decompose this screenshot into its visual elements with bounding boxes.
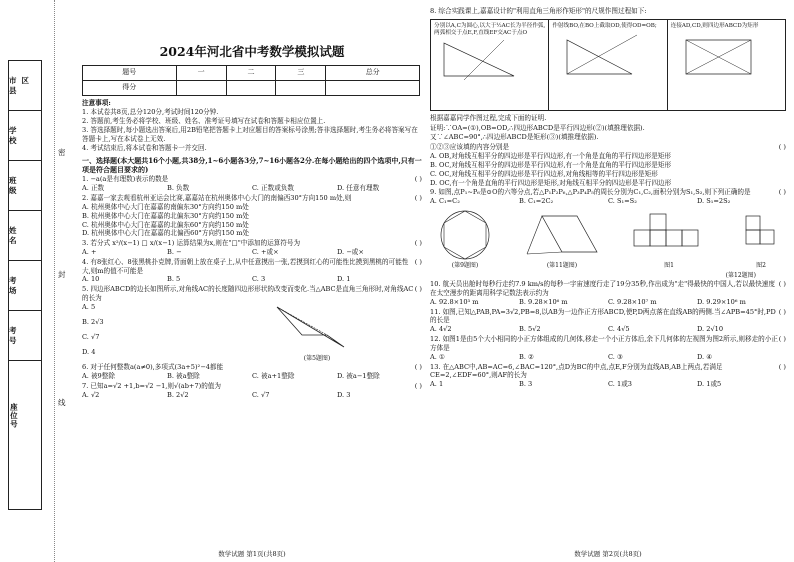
option: C. 1或3 [608,380,632,389]
figure-q11 [522,208,602,270]
options [430,152,786,187]
option: C. 4√5 [608,325,630,334]
figure-caption: (第9题图) [451,262,479,270]
option: D. ④ [697,352,713,361]
answer-bracket: ( ) [778,335,786,344]
student-info-box [8,60,42,510]
option: B. 2√3 [82,317,104,326]
figure-q5 [272,303,362,363]
option: B. 3 [519,380,533,389]
field-school: 学 校 [9,111,41,161]
field-exam-room: 考 场 [9,261,41,311]
question-4 [82,258,422,276]
score-cell[interactable] [326,80,420,95]
figure-caption: 图2 [756,262,766,270]
option: D. 4 [82,347,96,356]
option: C. ③ [608,352,623,361]
option: B. 负数 [167,184,190,193]
option: B. ② [519,352,534,361]
option: C. √7 [82,332,100,341]
option: C. 被a+1整除 [252,372,295,381]
answer-bracket: ( ) [414,239,422,248]
answer-bracket: ( ) [414,194,422,203]
figure-caption: (第5题图) [303,354,331,362]
field-seat-number: 座位号 [9,403,19,429]
option: C. √7 [252,390,270,399]
score-header-cell: 题号 [83,65,177,80]
answer-bracket: ( ) [778,307,786,316]
option: D. −或× [337,248,364,256]
answer-bracket: ( ) [414,175,422,184]
left-view-figure [736,208,786,262]
option: D. 杭州奥体中心大门在嘉嘉的北偏西60°方向约150 m处 [82,229,250,238]
option: A. 4√2 [430,325,452,334]
question-7 [82,382,422,391]
circle-hexagon-figure [430,208,500,262]
options [82,203,422,238]
score-header-cell: 三 [276,65,326,80]
score-header-cell: 一 [176,65,226,80]
question-9 [430,188,786,197]
page-footer: 数学试题 第1页(共8页) [218,549,286,558]
option: D. 2√10 [697,325,724,334]
options [82,184,422,193]
option: D. 1或5 [697,380,722,389]
step-diagram [434,38,534,83]
options [430,325,786,334]
construction-steps-figure [430,19,786,111]
option: B. OC,对角线互相平分的四边形是平行四边形,有一个角是直角的平行四边形是矩形 [430,160,672,169]
seal-line [54,0,55,562]
option: C. 9.28×10⁷ m [608,297,657,306]
score-cell[interactable] [226,80,276,95]
question-12 [430,335,786,353]
binding-sidebar [0,0,68,562]
option: C. 正数或负数 [252,184,294,193]
question-stem: 12. 如图1是由5个大小相同的小正方体组成的几何体,移走一个小正方体后,余下几何体的左视图为图2所示,则移走的小正方体是 [430,335,778,352]
figure-caption: 图1 [664,262,674,270]
figure-q9 [430,208,500,270]
option: A. 正数 [82,184,105,193]
option: A. 5 [82,302,96,311]
step-diagram [552,30,652,82]
seal-mark-xian: 线 [58,398,66,407]
answer-bracket: ( ) [414,382,422,391]
option: C. S₁=S₂ [608,197,637,206]
field-district: 市区县 [9,61,41,111]
options [82,372,422,381]
options [82,248,422,257]
question-8: 8. 综合实践课上,嘉嘉设计的"利用直角三角形作矩形"的尺规作图过程如下: [430,7,647,15]
answer-bracket: ( ) [778,143,786,152]
notice-head: 注意事项: [82,98,111,107]
proof-line: 证明:∵OA=(①),OB=OD,∴四边形ABCD是平行四边形(②)(填推理依据). [430,123,645,132]
options [430,353,786,362]
answer-bracket: ( ) [414,285,422,294]
notice-item: 2. 答题前,考生务必将学校、班级、姓名、准考证号填写在试卷和答题卡相应位置上. [82,116,326,125]
option: B. 被a整除 [167,372,200,381]
page-footer: 数学试题 第2页(共8页) [574,549,642,558]
question-11 [430,308,786,326]
option: D. 1 [337,275,351,284]
exam-title: 2024年河北省中考数学模拟试题 [159,44,345,59]
option: A. √2 [82,390,100,399]
question-stem: 7. 已知a=√2 +1,b=√2 −1,则√(ab+7)的值为 [82,382,221,391]
option: D. 任意有理数 [337,184,380,193]
option: B. 9.28×10⁶ m [519,297,568,306]
option: A. OB,对角线互相平分的四边形是平行四边形,有一个角是直角的平行四边形是矩形 [430,152,671,161]
question-stem: 6. 对于任何整数a(a≠0),多项式(3a+5)²−4都能 [82,363,224,372]
option: C. 3 [252,275,266,284]
field-class: 班 级 [9,161,41,211]
score-header-cell: 二 [226,65,276,80]
question-1 [82,175,422,184]
options [82,303,232,363]
question-2 [82,194,422,203]
exam-notice [82,99,422,154]
option: A. ① [430,352,445,361]
cubes-figure [624,208,714,262]
option: C. 杭州奥体中心大门在嘉嘉的北偏东60°方向约150 m处 [82,220,249,229]
option: B. 5√2 [519,325,541,334]
question-stem: 1. −a(a是有理数)表示的数是 [82,175,169,184]
figure-row [430,208,786,270]
construction-step-3 [668,20,785,110]
option: B. 5 [167,275,181,284]
answer-bracket: ( ) [778,280,786,289]
seal-mark-feng: 封 [58,270,66,279]
step-text: 分别以A,C为圆心,以大于½AC长为半径作弧,两弧相交于点E,F,直线EF交AC于点O [434,22,546,37]
proof-line [430,143,786,152]
question-stem: 2. 嘉嘉一家去观看杭州亚运会比赛,嘉嘉站在杭州奥体中心大门的南偏西30°方向150 m处,则 [82,194,352,203]
option: A. 10 [82,275,100,284]
option: D. 被a−1整除 [337,372,380,381]
figure-q12-1 [624,208,714,270]
question-8-text: 根据嘉嘉同学作图过程,完成下面的证明. [430,113,547,122]
option: B. C₁=2C₂ [519,197,554,206]
figure-caption: (第11题图) [546,262,578,270]
step-diagram [671,30,771,82]
option: B. 杭州奥体中心大门在嘉嘉的北偏东30°方向约150 m处 [82,211,249,220]
option: D. 9.29×10⁶ m [697,297,746,306]
field-name: 姓 名 [9,211,41,261]
option: C. +或× [252,248,279,256]
construction-step-1 [431,20,549,110]
score-cell[interactable] [276,80,326,95]
option: A. C₁=C₂ [430,197,460,206]
figure-q12-2 [736,208,786,270]
question-3 [82,239,422,248]
answer-bracket: ( ) [778,188,786,197]
score-cell[interactable] [176,80,226,95]
notice-item: 3. 答选择题时,每小题选出答案后,用2B铅笔把答题卡上对应题目的答案标号涂黑;答非选择题时,考生务必将答案写在答题卡上,写在本试卷上无效. [82,125,418,143]
question-5 [82,285,422,303]
construction-step-2 [549,20,667,110]
section-heading: 一、选择题(本大题共16个小题,共38分,1~6小题各3分,7~16小题各2分.在每小题给出的四个选项中,只有一项是符合题目要求的) [82,156,422,175]
notice-item: 1. 本试卷共8页,总分120分,考试时间120分钟. [82,107,219,116]
proof-line: 又∵∠ABC=90°,∴四边形ABCD是矩形(③)(填推理依据). [430,133,599,142]
square-figure [522,208,602,262]
answer-bracket: ( ) [778,362,786,371]
question-stem: 5. 四边形ABCD的边长如图所示,对角线AC的长度随四边形形状的改变而变化.当△ABC是直角三角形时,对角线AC的长为 [82,285,414,303]
option: A. 92.8×10³ m [430,297,479,306]
options [82,391,422,400]
option: A. + [82,248,97,256]
option: A. 被9整除 [82,372,115,381]
score-label-cell: 得分 [83,80,177,95]
option: D. S₁=2S₂ [697,197,731,206]
question-5-body [82,303,422,363]
question-stem: 3. 若分式 x²/(x−1) □ x/(x−1) 运算结果为x,则在"□"中添加的运算符号为 [82,239,301,248]
score-table [82,65,420,96]
notice-item: 4. 考试结束后,将本试卷和答题卡一并交回. [82,144,207,153]
option: B. 2√2 [167,390,189,399]
page-2 [430,6,786,556]
figure-caption: (第12题图) [725,271,756,279]
score-header-cell: 总分 [326,65,420,80]
question-stem: 4. 有8张红心、8张黑桃扑克牌,背面朝上放在桌子上,从中任意摸出一张,若摸到红心的可能性比摸到黑桃的可能性大,则m的值不可能是 [82,257,409,275]
question-13 [430,363,786,381]
page-1 [82,6,422,556]
quadrilateral-figure [272,303,362,355]
question-6 [82,363,422,372]
step-text: 作射线BO,在BO上截取OD,使得OD=OB; [552,22,657,29]
option: D. 3 [337,390,351,399]
option: A. 杭州奥体中心大门在嘉嘉的南偏东30°方向约150 m处 [82,202,249,211]
question-10 [430,280,786,298]
question-stem: 10. 航天员出舱时每秒行走约7.9 km/s的每秒一宇宙速度行走了19分35秒,作出成为"走"得最快的中国人,若以最快速度在太空漫步的距离用科学记数法表示约为 [430,280,775,297]
answer-bracket: ( ) [414,363,422,372]
question-stem: 13. 在△ABC中,AB=AC=6,∠BAC=120°,点D为BC的中点,点E,F分别为直线AB,AB上两点,若满足CE=2,∠EDF=60°,则AF的长为 [430,362,723,380]
question-stem: ①②③应该填的内容分别是 [430,143,510,152]
field-exam-number: 考 号 [9,311,41,361]
option: A. 1 [430,380,444,389]
question-stem: 9. 如图,点P₁~P₆是⊙O的六等分点,若△P₁P₂P₆,△P₃P₄P₅的周长分别为C₁,C₂,面积分别为S₁,S₂,则下列正确的是 [430,188,751,197]
answer-bracket: ( ) [414,257,422,266]
options [82,275,422,284]
options [430,380,786,389]
options [430,197,786,206]
option: C. OC,对角线互相平分的四边形是平行四边形,对角线相等的平行四边形是矩形 [430,169,658,178]
option: B. − [167,248,182,256]
question-stem: 11. 如图,已知△PAB,PA=3√2,PB=8,以AB为一边作正方形ABCD,使P,D两点落在直线AB的两侧.当∠APB=45°时,PD的长是 [430,307,776,325]
seal-mark-mi: 密 [58,148,66,157]
option: D. OC,有一个角是直角的平行四边形是矩形,对角线互相平分的四边形是平行四边形 [430,178,672,187]
options [430,298,786,307]
step-text: 连接AD,CD,则四边形ABCD为矩形 [670,22,759,29]
